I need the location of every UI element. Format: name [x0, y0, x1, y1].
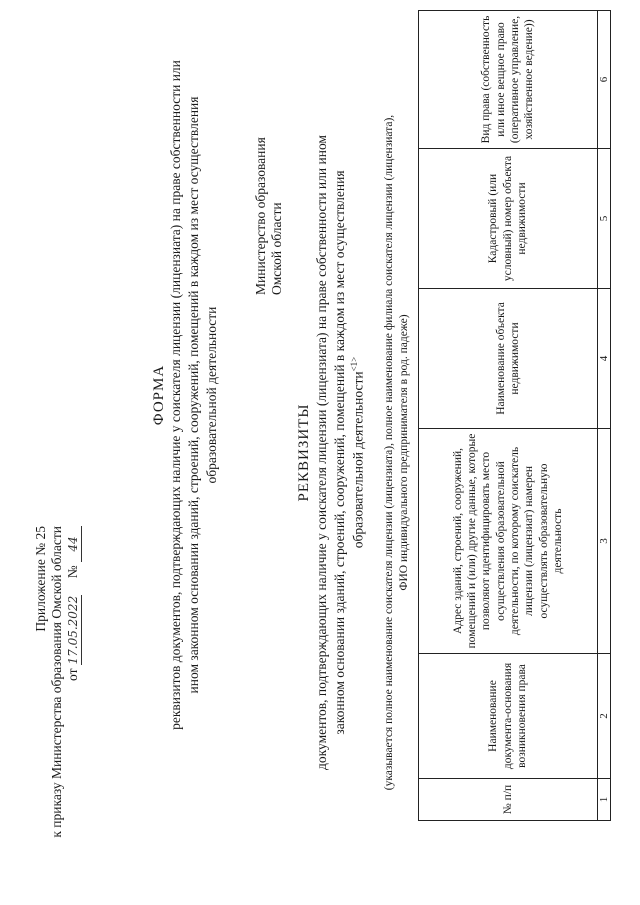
header-cell-right-type: Вид права (собственность или иное вещное право (оперативное управление, хозяйственное ведение)) [419, 11, 598, 149]
from-label: от [65, 668, 81, 681]
form-subtitle [167, 0, 220, 845]
appendix-label: Приложение № 25 [33, 526, 48, 632]
column-number: 1 [598, 779, 611, 821]
order-reference: к приказу Министерства образования Омской области [49, 526, 65, 838]
column-number-row [598, 11, 611, 821]
header-cell-object-name: Наименование объекта недвижимости [419, 289, 598, 429]
requisites-subtitle [313, 0, 367, 905]
ministry-line: Омской области [269, 202, 285, 295]
ministry-name [253, 115, 285, 295]
column-number: 2 [598, 654, 611, 779]
requisites-subtitle-text: образовательной деятельности [350, 371, 366, 549]
requisites-subtitle-line [349, 0, 367, 905]
number-label: № [65, 565, 81, 579]
requisites-title: РЕКВИЗИТЫ [296, 403, 312, 502]
requisites-table [418, 10, 611, 821]
note-line: ФИО индивидуального предпринимателя в род. падеже) [397, 314, 410, 591]
order-date-number [65, 526, 81, 866]
form-title: ФОРМА [151, 364, 167, 426]
table-header-row [419, 11, 598, 821]
header-cell-address: Адрес зданий, строений, сооружений, помещений и (или) другие данные, которые позволяют идентифицировать место осуществления образовательной деятельности, по которому соискатель лицензии (лицензиат) намерен осуществлять образовательную деятельность [419, 429, 598, 654]
document-header [33, 526, 82, 866]
column-number: 3 [598, 429, 611, 654]
form-subtitle-line: реквизитов документов, подтверждающих наличие у соискателя лицензии (лицензиата) на праве собственности или [168, 60, 183, 730]
note-line: (указывается полное наименование соискателя лицензии (лицензиата), полное наименование филиала соискателя лицензии (лицензиата), [383, 114, 395, 791]
footnote-mark: <1> [348, 356, 359, 372]
column-number: 6 [598, 11, 611, 149]
column-number: 5 [598, 149, 611, 289]
requisites-subtitle-line: законном основании зданий, строений, сооружений, помещений в каждом из мест осуществления [331, 170, 347, 735]
header-cell-number: № п/п [419, 779, 598, 821]
requisites-subtitle-line: документов, подтверждающих наличие у соискателя лицензии (лицензиата) на праве собственности или ином [314, 135, 329, 770]
date-value: 17.05.2022 [66, 595, 81, 665]
column-number: 4 [598, 289, 611, 429]
header-cell-cadastral: Кадастровый (или условный) номер объекта недвижимости [419, 149, 598, 289]
header-cell-document: Наименование документа-основания возникновения права [419, 654, 598, 779]
explanatory-note [382, 0, 412, 905]
ministry-line: Министерство образования [253, 137, 268, 295]
number-value: 44 [66, 526, 81, 562]
form-subtitle-line: образовательной деятельности [203, 306, 219, 484]
form-subtitle-line: ином законном основании зданий, строений, сооружений, помещений в каждом из мест осуществления [185, 96, 201, 694]
